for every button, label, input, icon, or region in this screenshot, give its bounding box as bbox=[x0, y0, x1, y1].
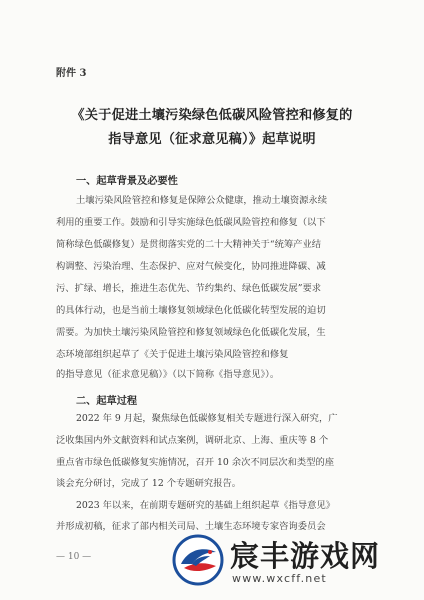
bird-circle-logo-icon bbox=[172, 534, 224, 586]
paragraph-line: 重点省市绿色低碳修复实施情况，召开 10 余次不同层次和类型的座 bbox=[56, 457, 335, 468]
section-2-heading: 二、起草过程 bbox=[76, 395, 138, 407]
paragraph-line: 泛收集国内外文献资料和试点案例，调研北京、上海、重庆等 8 个 bbox=[56, 435, 329, 446]
section-1-heading: 一、起草背景及必要性 bbox=[76, 175, 178, 187]
paragraph-line: 并形成初稿，征求了部内相关司局、土壤生态环境专家咨询委员会 bbox=[56, 521, 326, 532]
paragraph-line: 2022 年 9 月起，聚焦绿色低碳修复相关专题进行深入研究，广 bbox=[76, 413, 338, 424]
paragraph-line: 土壤污染风险管控和修复是保障公众健康，推动土壤资源永续 bbox=[76, 195, 328, 206]
watermark-site-name: 宸丰游戏网 bbox=[230, 539, 381, 573]
document-title-line-2: 指导意见（征求意见稿）》起草说明 bbox=[108, 132, 316, 147]
paragraph-line: 污、扩绿、增长，推进生态优先、节约集约、绿色低碳发展”要求 bbox=[56, 283, 322, 294]
paragraph-line: 利用的重要工作。鼓励和引导实施绿色低碳风险管控和修复（以下 bbox=[56, 217, 326, 228]
paragraph-line: 需要。为加快土壤污染风险管控和修复领域绿色化低碳化发展，生 bbox=[56, 327, 326, 338]
paragraph-line: 构调整、污染治理、生态保护、应对气候变化，协同推进降碳、减 bbox=[56, 261, 326, 272]
paragraph-line: 简称绿色低碳修复）是贯彻落实党的二十大精神关于“统筹产业结 bbox=[56, 239, 322, 250]
paragraph-line: 态环境部组织起草了《关于促进土壤污染风险管控和修复 bbox=[56, 349, 289, 360]
page-number: — 10 — bbox=[56, 552, 92, 562]
watermark-url[interactable]: www.wxcff.net bbox=[232, 572, 327, 585]
paragraph-line: 2023 年以来，在前期专题研究的基础上组织起草《指导意见》 bbox=[76, 500, 336, 511]
paragraph-line: 谈会充分研讨，完成了 12 个专题研究报告。 bbox=[56, 478, 242, 489]
attachment-label: 附件 3 bbox=[56, 68, 87, 79]
document-title-line-1: 《关于促进土壤污染绿色低碳风险管控和修复的 bbox=[71, 108, 353, 123]
paragraph-line: 的指导意见（征求意见稿）》（以下简称《指导意见》）。 bbox=[56, 369, 280, 380]
site-watermark[interactable] bbox=[172, 532, 408, 592]
paragraph-line: 的具体行动，也是当前土壤修复领域绿色化低碳化转型发展的迫切 bbox=[56, 305, 326, 316]
